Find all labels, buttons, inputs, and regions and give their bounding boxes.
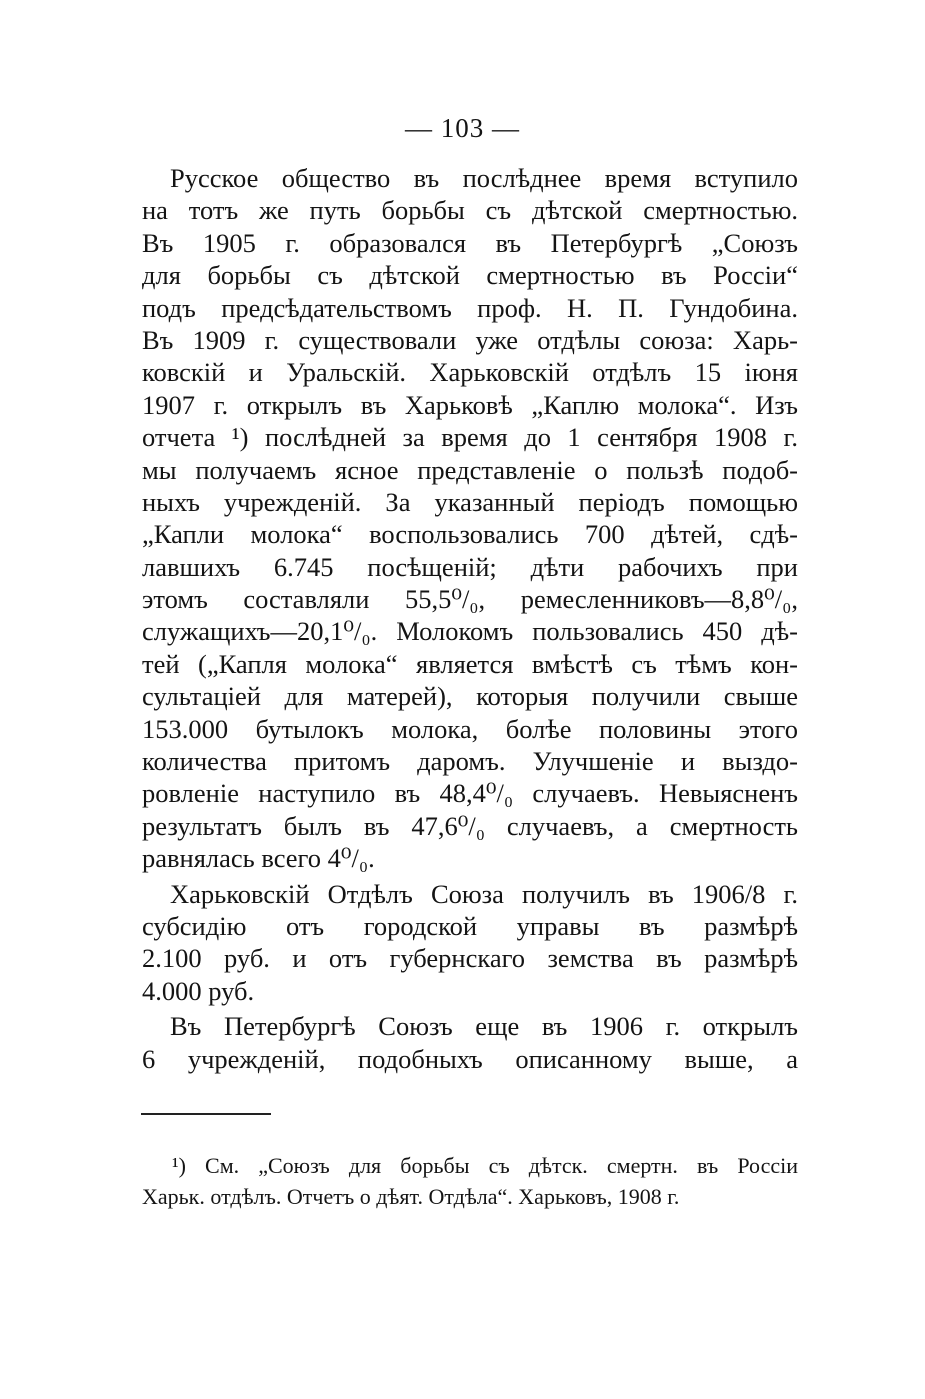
text-line: субсидію отъ городской управы въ размѣрѣ (142, 910, 798, 941)
footnote (142, 1150, 798, 1212)
text-line: ковскій и Уральскій. Харьковскій отдѣлъ 15 іюня (142, 357, 798, 388)
body-text (142, 162, 798, 1075)
page-number: — 103 — (405, 113, 520, 143)
paragraph-1 (142, 162, 798, 875)
text-line: Харьковскій Отдѣлъ Союза получилъ въ 1906/8 г. (170, 878, 798, 909)
text-line: результатъ былъ въ 47,6⁰/₀ случаевъ, а смертность (142, 810, 798, 841)
text-line: равнялась всего 4⁰/₀. (142, 843, 375, 874)
text-line: сультаціей для матерей), которыя получили свыше (142, 681, 798, 712)
text-line: количества притомъ даромъ. Улучшеніе и выздо- (142, 746, 798, 777)
paragraph-3 (142, 1010, 798, 1075)
text-line: Въ 1905 г. образовался въ Петербургѣ „Союзъ (142, 227, 798, 258)
footnote-line: ¹) См. „Союзъ для борьбы съ дѣтск. смертн. въ Россіи (172, 1153, 798, 1178)
text-line: для борьбы съ дѣтской смертностью въ Россіи“ (142, 260, 798, 291)
text-line: ныхъ учрежденій. За указанный періодъ помощью (142, 486, 798, 517)
text-line: 2.100 руб. и отъ губернскаго земства въ размѣрѣ (142, 943, 798, 974)
text-line: тей („Капля молока“ является вмѣстѣ съ тѣмъ кон- (142, 648, 798, 679)
text-line: 6 учрежденій, подобныхъ описанному выше, а (142, 1043, 798, 1074)
text-line: Русское общество въ послѣднее время вступило (170, 163, 798, 193)
text-line: Въ Петербургѣ Союзъ еще въ 1906 г. открылъ (170, 1011, 798, 1042)
text-line: лавшихъ 6.745 посѣщеній; дѣти рабочихъ при (142, 551, 798, 582)
text-line: служащихъ—20,1⁰/₀. Молокомъ пользовались 450 дѣ- (142, 616, 798, 647)
text-line: 1907 г. открылъ въ Харьковѣ „Каплю молока“. Изъ (142, 389, 798, 420)
text-line: этомъ составляли 55,5⁰/₀, ремесленниковъ—8,8⁰/₀, (142, 584, 798, 615)
paragraph-2 (142, 878, 798, 1008)
text-line: мы получаемъ ясное представленіе о пользѣ подоб- (142, 454, 798, 485)
text-line: ровленіе наступило въ 48,4⁰/₀ случаевъ. Невыясненъ (142, 778, 798, 809)
text-line: „Капли молока“ воспользовались 700 дѣтей, сдѣ- (142, 519, 798, 550)
footnote-divider (141, 1113, 271, 1115)
text-line: отчета ¹) послѣдней за время до 1 сентября 1908 г. (142, 422, 798, 453)
text-line: подъ предсѣдательствомъ проф. Н. П. Гундобина. (142, 292, 798, 323)
text-line: Въ 1909 г. существовали уже отдѣлы союза: Харь- (142, 324, 798, 355)
text-line: на тотъ же путь борьбы съ дѣтской смертностью. (142, 195, 798, 226)
footnote-line: Харьк. отдѣлъ. Отчетъ о дѣят. Отдѣла“. Харьковъ, 1908 г. (142, 1184, 680, 1209)
text-line: 4.000 руб. (142, 975, 255, 1006)
text-line: 153.000 бутылокъ молока, болѣе половины этого (142, 713, 798, 744)
